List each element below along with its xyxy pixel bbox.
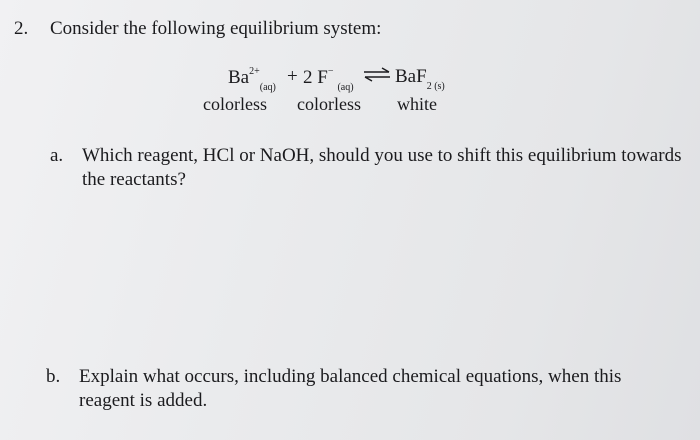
product-subscript: 2 (s): [426, 81, 445, 92]
part-a-letter: a.: [50, 145, 64, 166]
fluoride-symbol: 2 F: [303, 67, 328, 88]
reactant-barium: [228, 66, 276, 93]
question-number: 2.: [14, 18, 29, 39]
fluoride-color-label: colorless: [297, 94, 361, 114]
barium-charge: 2+: [249, 66, 260, 77]
part-b-letter: b.: [46, 366, 61, 387]
barium-symbol: Ba: [228, 67, 250, 88]
barium-state: (aq): [259, 82, 276, 93]
product-symbol: BaF: [395, 66, 427, 87]
barium-color-label: colorless: [203, 94, 267, 114]
fluoride-charge: −: [327, 66, 334, 77]
reactant-fluoride: [303, 66, 354, 93]
product-barium-fluoride: [395, 66, 445, 92]
fluoride-state: (aq): [337, 82, 354, 93]
plus-sign: +: [287, 66, 298, 87]
equilibrium-arrow-icon: [362, 67, 392, 83]
product-color-label: white: [397, 94, 437, 114]
part-b-text: Explain what occurs, including balanced chemical equations, when this reagent is added.: [79, 366, 622, 411]
question-stem: Consider the following equilibrium system:: [50, 18, 382, 39]
part-a-text: Which reagent, HCl or NaOH, should you use to shift this equilibrium towards the reactants?: [82, 145, 682, 190]
